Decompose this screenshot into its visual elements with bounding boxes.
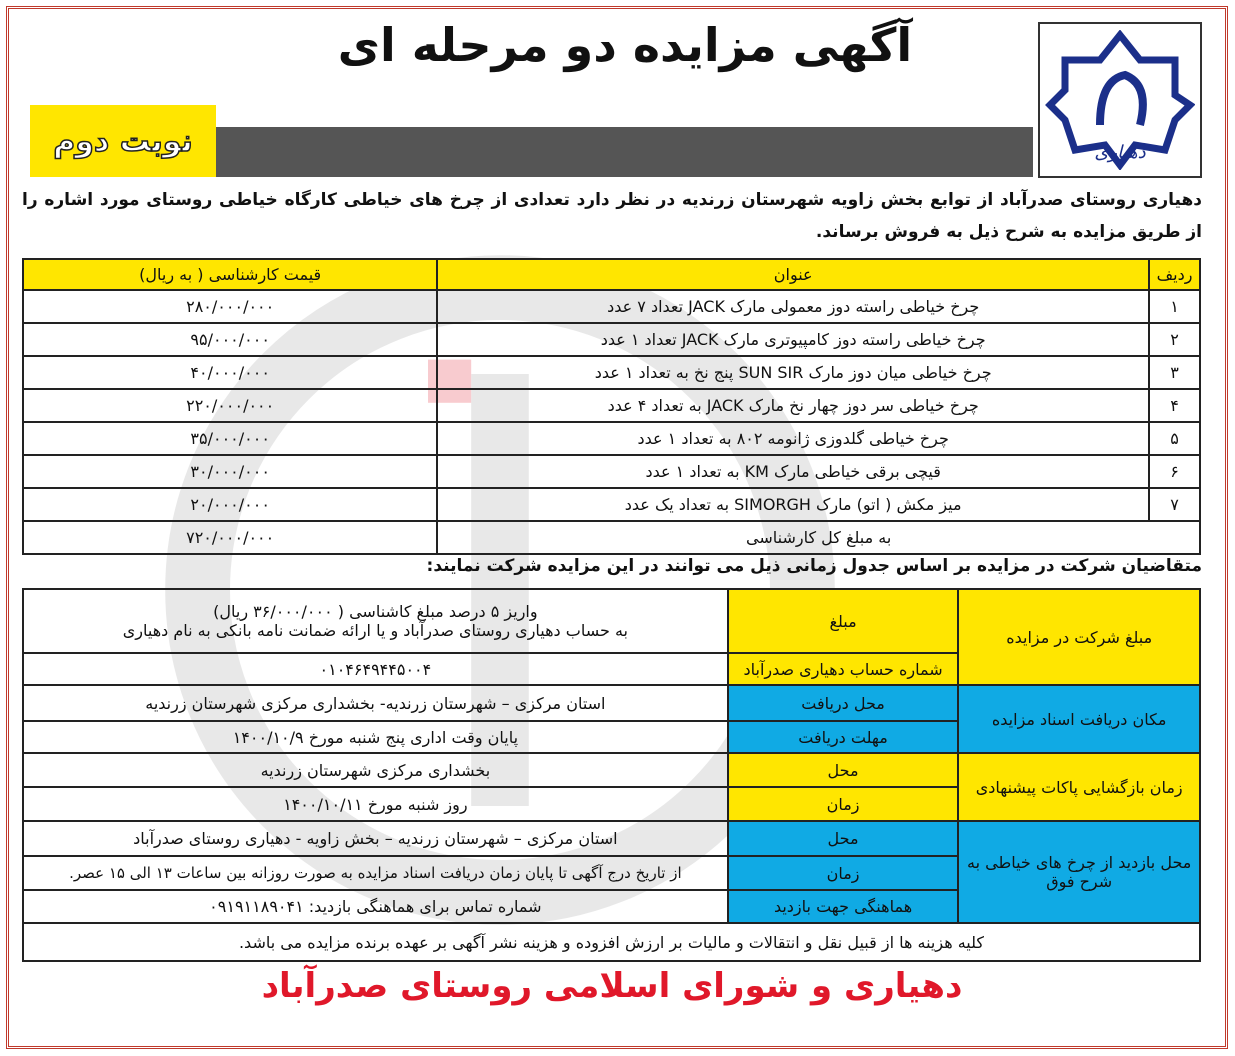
intro-text: دهیاری روستای صدرآباد از توابع بخش زاویه شهرستان زرندیه در نظر دارد تعدادی از چرخ های خیاطی کارگاه خیاطی روستای مورد اشاره را از طریق مزایده به شرح ذیل به فروش برساند.: [22, 190, 1202, 242]
footer-signature: دهیاری و شورای اسلامی روستای صدرآباد: [261, 966, 963, 1006]
g2-key2: مهلت دریافت: [728, 721, 959, 753]
g3-key1: محل: [728, 753, 959, 787]
g1-val2: ۰۱۰۴۶۴۹۴۴۵۰۰۴: [23, 653, 728, 685]
cell-price: ۲۰/۰۰۰/۰۰۰: [23, 488, 437, 521]
g3-val2: روز شنبه مورخ ۱۴۰۰/۱۰/۱۱: [23, 787, 728, 821]
g1-key2: شماره حساب دهیاری صدرآباد: [728, 653, 959, 685]
g4-key1: محل: [728, 821, 959, 856]
col-row: ردیف: [1149, 259, 1200, 290]
total-row: [23, 521, 1200, 554]
g3-label: زمان بازگشایی پاکات پیشنهادی: [958, 753, 1200, 821]
cell-row: ۷: [1149, 488, 1200, 521]
cell-price: ۲۸۰/۰۰۰/۰۰۰: [23, 290, 437, 323]
cell-price: ۹۵/۰۰۰/۰۰۰: [23, 323, 437, 356]
cell-title: چرخ خیاطی گلدوزی ژانومه ۸۰۲ به تعداد ۱ عدد: [437, 422, 1149, 455]
table-row: [23, 389, 1200, 422]
svg-text:دهیاری: دهیاری: [1094, 142, 1146, 163]
cell-title: چرخ خیاطی راسته دوز معمولی مارک JACK تعداد ۷ عدد: [437, 290, 1149, 323]
cell-title: چرخ خیاطی راسته دوز کامپیوتری مارک JACK تعداد ۱ عدد: [437, 323, 1149, 356]
g1-key1: مبلغ: [728, 589, 959, 653]
g4-label: محل بازدید از چرخ های خیاطی به شرح فوق: [958, 821, 1200, 923]
page-title: آگهی مزایده دو مرحله ای: [337, 18, 913, 72]
table-row: [23, 488, 1200, 521]
cell-row: ۲: [1149, 323, 1200, 356]
cell-price: ۴۰/۰۰۰/۰۰۰: [23, 356, 437, 389]
g1-label: مبلغ شرکت در مزایده: [958, 589, 1200, 685]
total-price: ۷۲۰/۰۰۰/۰۰۰: [23, 521, 437, 554]
cell-row: ۵: [1149, 422, 1200, 455]
cell-row: ۴: [1149, 389, 1200, 422]
cell-title: چرخ خیاطی سر دوز چهار نخ مارک JACK به تعداد ۴ عدد: [437, 389, 1149, 422]
cell-row: ۶: [1149, 455, 1200, 488]
g2-label: مکان دریافت اسناد مزایده: [958, 685, 1200, 753]
g4-val3: شماره تماس برای هماهنگی بازدید: ۰۹۱۹۱۱۸۹۰۴۱: [23, 890, 728, 923]
schedule-heading: متقاضیان شرکت در مزایده بر اساس جدول زمانی ذیل می توانند در این مزایده شرکت نمایند:: [426, 556, 1202, 576]
items-table: [22, 258, 1201, 555]
header-bar: [215, 127, 1033, 177]
cell-price: ۳۰/۰۰۰/۰۰۰: [23, 455, 437, 488]
round-badge: نوبت دوم: [30, 105, 216, 177]
col-price: قیمت کارشناسی ( به ریال): [23, 259, 437, 290]
dehyari-logo: [1038, 22, 1202, 178]
g4-val2: از تاریخ درج آگهی تا پایان زمان دریافت اسناد مزایده به صورت روزانه بین ساعات ۱۳ الی ۱۵ عصر.: [23, 856, 728, 890]
g4-key3: هماهنگی جهت بازدید: [728, 890, 959, 923]
g1-val1: [23, 589, 728, 653]
table-row: [23, 356, 1200, 389]
g4-key2: زمان: [728, 856, 959, 890]
g3-key2: زمان: [728, 787, 959, 821]
cell-price: ۳۵/۰۰۰/۰۰۰: [23, 422, 437, 455]
cell-title: میز مکش ( اتو) مارک SIMORGH به تعداد یک عدد: [437, 488, 1149, 521]
schedule-table: [22, 588, 1201, 962]
g1-val1a: واریز ۵ درصد مبلغ کاشناسی ( ۳۶/۰۰۰/۰۰۰ ریال): [213, 602, 538, 621]
cell-title: چرخ خیاطی میان دوز مارک SUN SIR پنج نخ به تعداد ۱ عدد: [437, 356, 1149, 389]
cost-note: کلیه هزینه ها از قبیل نقل و انتقالات و مالیات بر ارزش افزوده و هزینه نشر آگهی بر عهده برنده مزایده می باشد.: [23, 923, 1200, 961]
col-title: عنوان: [437, 259, 1149, 290]
g2-key1: محل دریافت: [728, 685, 959, 721]
table-header: [23, 259, 1200, 290]
g3-val1: بخشداری مرکزی شهرستان زرندیه: [23, 753, 728, 787]
g4-val1: استان مرکزی – شهرستان زرندیه – بخش زاویه - دهیاری روستای صدرآباد: [23, 821, 728, 856]
g2-val1: استان مرکزی – شهرستان زرندیه- بخشداری مرکزی شهرستان زرندیه: [23, 685, 728, 721]
g2-val2: پایان وقت اداری پنج شنبه مورخ ۱۴۰۰/۱۰/۹: [23, 721, 728, 753]
table-row: [23, 290, 1200, 323]
cell-title: قیچی برقی خیاطی مارک KM به تعداد ۱ عدد: [437, 455, 1149, 488]
table-row: [23, 455, 1200, 488]
cell-row: ۳: [1149, 356, 1200, 389]
cell-row: ۱: [1149, 290, 1200, 323]
g1-val1b: به حساب دهیاری روستای صدرآباد و یا ارائه ضمانت نامه بانکی به نام دهیاری: [122, 621, 628, 640]
cell-price: ۲۲۰/۰۰۰/۰۰۰: [23, 389, 437, 422]
total-label: به مبلغ کل کارشناسی: [437, 521, 1200, 554]
table-row: [23, 422, 1200, 455]
table-row: [23, 323, 1200, 356]
